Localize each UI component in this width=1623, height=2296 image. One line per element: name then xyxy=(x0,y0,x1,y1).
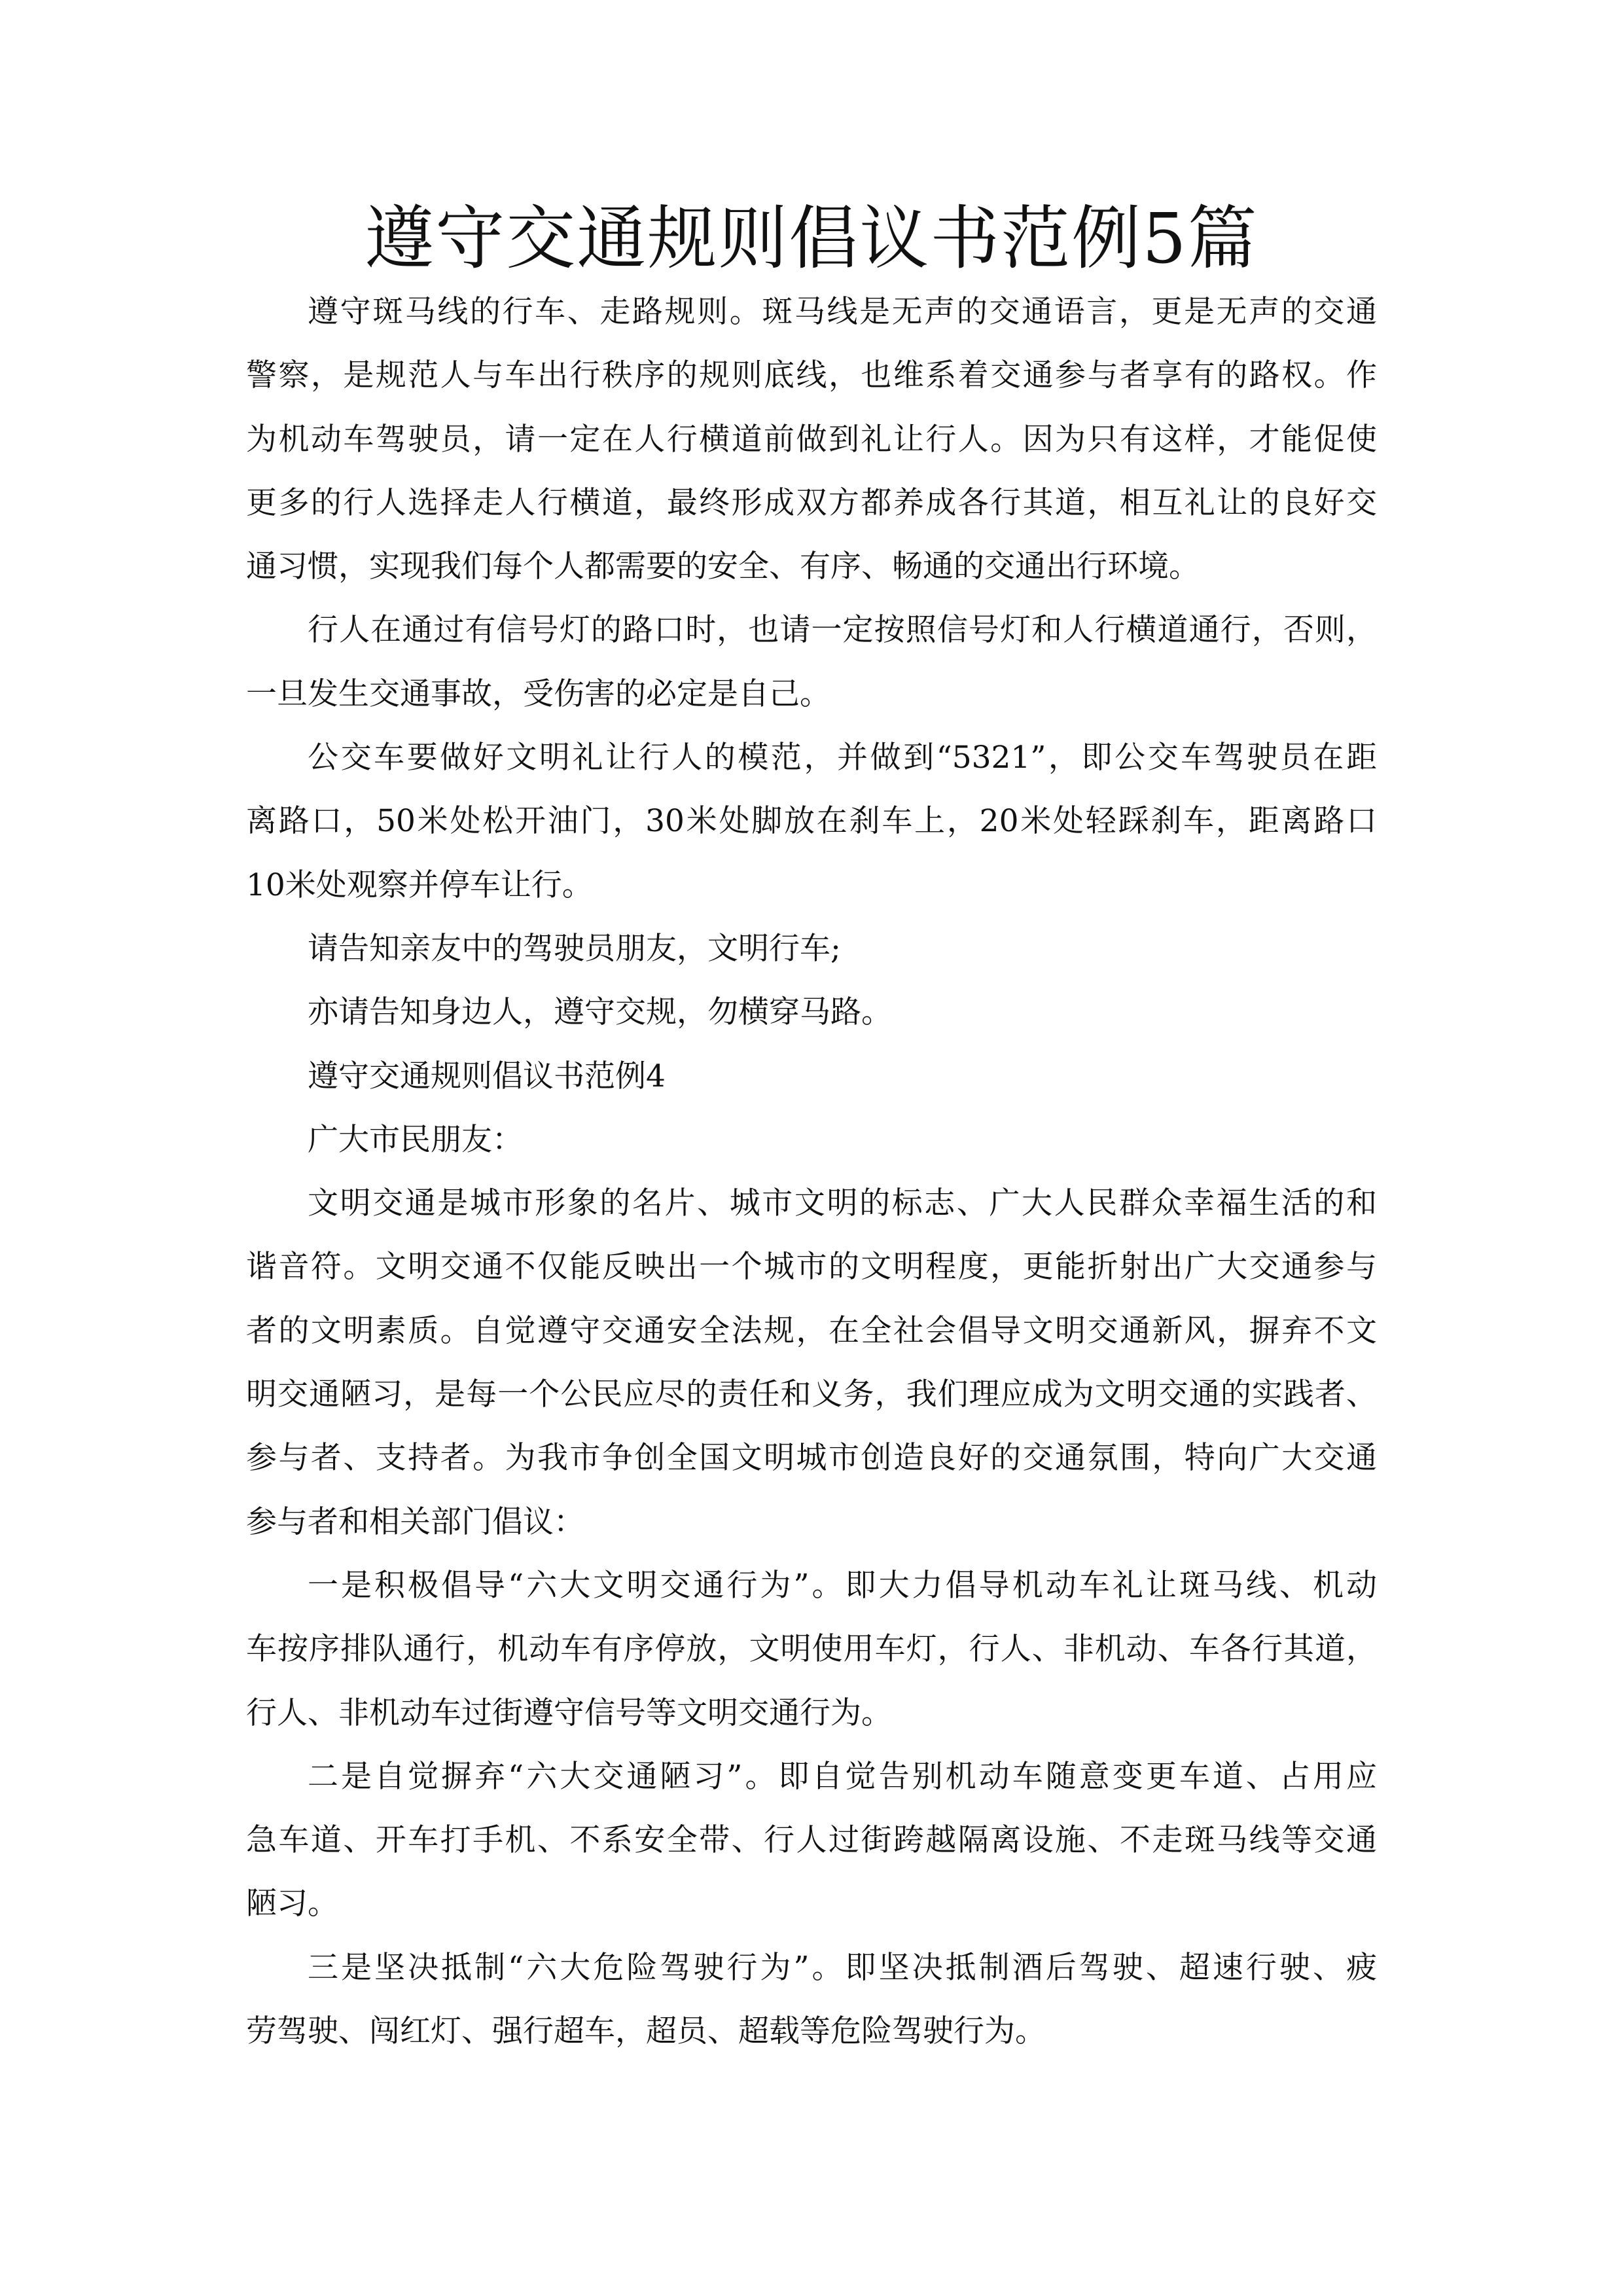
paragraph-line: 亦请告知身边人，遵守交规，勿横穿马路。 xyxy=(308,994,892,1031)
paragraph-line: 遵守交通规则倡议书范例4 xyxy=(308,1058,666,1094)
document-title: 遵守交通规则倡议书范例5篇 xyxy=(365,198,1258,279)
paragraph-line: 谐音符。文明交通不仅能反映出一个城市的文明程度，更能折射出广大交通参与 xyxy=(246,1249,1377,1285)
paragraph xyxy=(246,1554,1377,1745)
paragraph-line: 一旦发生交通事故，受伤害的必定是自己。 xyxy=(246,675,830,712)
paragraph-line: 遵守斑马线的行车、走路规则。斑马线是无声的交通语言，更是无声的交通 xyxy=(308,294,1377,330)
paragraph xyxy=(246,1172,1377,1554)
paragraph xyxy=(246,726,1377,917)
paragraph xyxy=(246,917,1377,980)
paragraph xyxy=(246,980,1377,1044)
paragraph-line: 车按序排队通行，机动车有序停放，文明使用车灯，行人、非机动、车各行其道， xyxy=(246,1631,1377,1668)
document-body xyxy=(246,280,1377,2063)
paragraph-line: 警察，是规范人与车出行秩序的规则底线，也维系着交通参与者享有的路权。作 xyxy=(246,357,1377,394)
paragraph-line: 通习惯，实现我们每个人都需要的安全、有序、畅通的交通出行环境。 xyxy=(246,548,1200,585)
paragraph xyxy=(246,1745,1377,1936)
paragraph-line: 更多的行人选择走人行横道，最终形成双方都养成各行其道，相互礼让的良好交 xyxy=(246,484,1377,521)
paragraph xyxy=(246,280,1377,598)
paragraph-line: 陋习。 xyxy=(246,1886,338,1922)
paragraph-line: 劳驾驶、闯红灯、强行超车，超员、超载等危险驾驶行为。 xyxy=(246,2013,1046,2050)
paragraph-line: 文明交通是城市形象的名片、城市文明的标志、广大人民群众幸福生活的和 xyxy=(308,1185,1377,1222)
paragraph-line: 者的文明素质。自觉遵守交通安全法规，在全社会倡导文明交通新风，摒弃不文 xyxy=(246,1312,1377,1349)
paragraph xyxy=(246,1108,1377,1172)
paragraph-line: 一是积极倡导“六大文明交通行为”。即大力倡导机动车礼让斑马线、机动 xyxy=(308,1567,1377,1604)
paragraph-line: 行人在通过有信号灯的路口时，也请一定按照信号灯和人行横道通行，否则， xyxy=(308,612,1377,649)
paragraph-line: 参与者和相关部门倡议： xyxy=(246,1503,584,1540)
paragraph-line: 为机动车驾驶员，请一定在人行横道前做到礼让行人。因为只有这样，才能促使 xyxy=(246,421,1377,457)
paragraph-line: 离路口，50米处松开油门，30米处脚放在刹车上，20米处轻踩刹车，距离路口 xyxy=(246,803,1377,840)
paragraph-line: 公交车要做好文明礼让行人的模范，并做到“5321”，即公交车驾驶员在距 xyxy=(308,740,1377,776)
paragraph-line: 参与者、支持者。为我市争创全国文明城市创造良好的交通氛围，特向广大交通 xyxy=(246,1440,1377,1477)
paragraph xyxy=(246,1936,1377,2064)
paragraph-line: 三是坚决抵制“六大危险驾驶行为”。即坚决抵制酒后驾驶、超速行驶、疲 xyxy=(308,1949,1377,1986)
paragraph xyxy=(246,1045,1377,1108)
paragraph-line: 10米处观察并停车让行。 xyxy=(246,867,593,903)
paragraph xyxy=(246,598,1377,726)
paragraph-line: 二是自觉摒弃“六大交通陋习”。即自觉告别机动车随意变更车道、占用应 xyxy=(308,1758,1377,1795)
paragraph-line: 明交通陋习，是每一个公民应尽的责任和义务，我们理应成为文明交通的实践者、 xyxy=(246,1376,1377,1413)
paragraph-line: 行人、非机动车过街遵守信号等文明交通行为。 xyxy=(246,1695,892,1731)
paragraph-line: 急车道、开车打手机、不系安全带、行人过街跨越隔离设施、不走斑马线等交通 xyxy=(246,1822,1377,1859)
paragraph-line: 广大市民朋友： xyxy=(308,1121,523,1158)
paragraph-line: 请告知亲友中的驾驶员朋友，文明行车; xyxy=(308,930,841,967)
